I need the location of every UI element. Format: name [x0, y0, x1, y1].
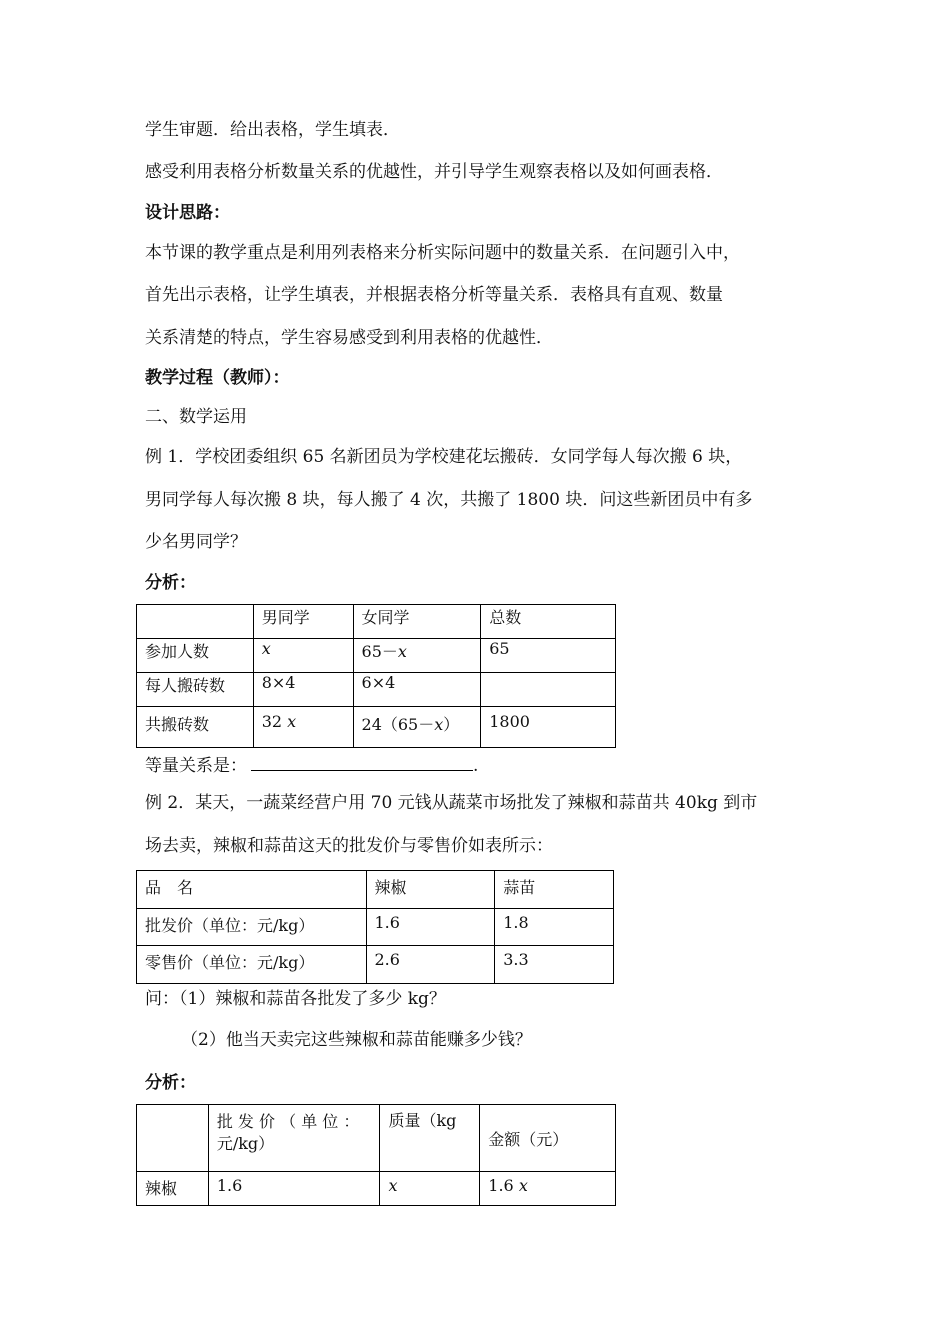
example-text: 场去卖，辣椒和蒜苗这天的批发价与零售价如表所示： — [145, 836, 553, 856]
section-heading: 设计思路： — [145, 203, 230, 223]
table-cell — [137, 1105, 209, 1172]
variable-x: x — [287, 712, 297, 731]
equal-label: 等量关系是： — [145, 756, 247, 776]
table-cell: 1.6 — [208, 1172, 380, 1206]
table-cell: 1.8 — [495, 909, 614, 946]
table-row — [137, 707, 616, 748]
table-header-row — [137, 871, 614, 909]
table-prices — [136, 870, 614, 984]
table-cell: 批发价（单位：元/kg） — [137, 909, 367, 946]
equal-end: . — [473, 756, 479, 776]
table-cell: 2.6 — [366, 946, 495, 984]
cell-text: 元/kg） — [216, 1134, 275, 1153]
example-text: 例 1．学校团委组织 65 名新团员为学校建花坛搬砖．女同学每人每次搬 6 块， — [145, 447, 743, 467]
cell-text: ） — [443, 715, 460, 734]
example-text: 例 2．某天，一蔬菜经营户用 70 元钱从蔬菜市场批发了辣椒和蒜苗共 40kg 到市 — [145, 793, 758, 813]
table-row — [137, 909, 614, 946]
section-heading: 教学过程（教师）： — [145, 368, 290, 388]
cell-text: 32 — [261, 712, 283, 731]
table-cell: 8×4 — [253, 673, 353, 707]
analysis-heading: 分析： — [145, 573, 196, 593]
table-cell: 3.3 — [495, 946, 614, 984]
table-cell: 男同学 — [253, 605, 353, 639]
table-cell: 质量（kg — [380, 1105, 480, 1172]
paragraph: 本节课的教学重点是利用列表格来分析实际问题中的数量关系．在问题引入中， — [145, 243, 740, 263]
table-cell: x — [380, 1172, 480, 1206]
table-cell: 1800 — [481, 707, 616, 748]
table-cell — [353, 707, 481, 748]
analysis-heading: 分析： — [145, 1073, 196, 1093]
table-row — [137, 1172, 616, 1206]
table-cell: 每人搬砖数 — [137, 673, 254, 707]
table-cell: 蒜苗 — [495, 871, 614, 909]
table-cell: 1.6 — [366, 909, 495, 946]
table-cell: 金额（元） — [480, 1105, 616, 1172]
table-cell: 65 — [481, 639, 616, 673]
table-cell: 女同学 — [353, 605, 481, 639]
table-cell: 参加人数 — [137, 639, 254, 673]
table-header-row — [137, 1105, 616, 1172]
variable-x: x — [397, 642, 407, 661]
paragraph: 学生审题．给出表格，学生填表． — [145, 120, 400, 140]
table-cell — [353, 639, 481, 673]
table-cell: 共搬砖数 — [137, 707, 254, 748]
table-analysis — [136, 1104, 616, 1206]
variable-x: x — [518, 1176, 528, 1195]
table-cell: 总数 — [481, 605, 616, 639]
answer-blank — [251, 752, 473, 771]
table-cell: 辣椒 — [137, 1172, 209, 1206]
example-text: 男同学每人每次搬 8 块，每人搬了 4 次，共搬了 1800 块．问这些新团员中有多 — [145, 490, 753, 510]
table-row — [137, 639, 616, 673]
table-cell — [480, 1172, 616, 1206]
table-cell: 辣椒 — [366, 871, 495, 909]
table-cell: x — [253, 639, 353, 673]
question: （2）他当天卖完这些辣椒和蒜苗能赚多少钱？ — [181, 1030, 532, 1050]
table-row — [137, 673, 616, 707]
table-cell — [208, 1105, 380, 1172]
table-cell: 零售价（单位：元/kg） — [137, 946, 367, 984]
paragraph: 二、数学运用 — [145, 407, 247, 427]
cell-text: 24（65－ — [361, 715, 435, 734]
equal-relation — [145, 752, 478, 778]
table-bricks — [136, 604, 616, 748]
table-cell — [137, 605, 254, 639]
table-header-row — [137, 605, 616, 639]
table-cell: 品 名 — [137, 871, 367, 909]
cell-text: 1.6 — [488, 1176, 514, 1195]
question: 问：（1）辣椒和蒜苗各批发了多少 kg？ — [145, 989, 446, 1009]
table-row — [137, 946, 614, 984]
table-cell — [481, 673, 616, 707]
cell-text: 批 发 价 （ 单 位 ： — [216, 1112, 360, 1131]
example-text: 少名男同学？ — [145, 532, 247, 552]
variable-x: x — [434, 715, 444, 734]
cell-text: 65－ — [361, 642, 398, 661]
table-cell: 6×4 — [353, 673, 481, 707]
paragraph: 关系清楚的特点，学生容易感受到利用表格的优越性． — [145, 328, 553, 348]
paragraph: 首先出示表格，让学生填表，并根据表格分析等量关系．表格具有直观、数量 — [145, 285, 723, 305]
table-cell — [253, 707, 353, 748]
paragraph: 感受利用表格分析数量关系的优越性，并引导学生观察表格以及如何画表格． — [145, 162, 723, 182]
